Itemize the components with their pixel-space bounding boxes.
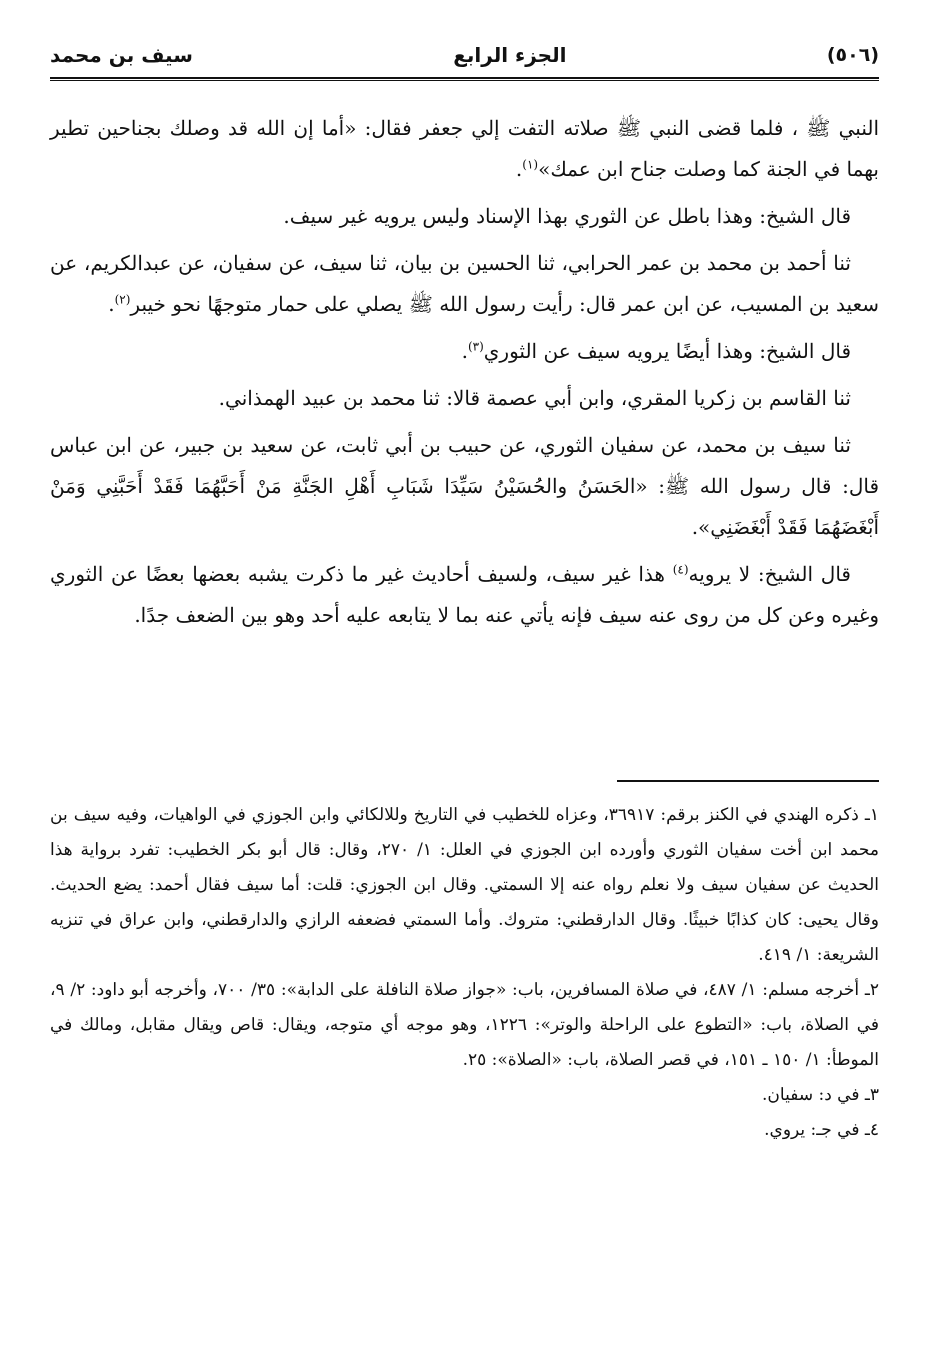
paragraph-text: قال الشيخ: وهذا باطل عن الثوري بهذا الإسناد وليس يرويه غير سيف. (283, 204, 851, 228)
footnote-separator (617, 780, 879, 782)
paragraph-end: . (515, 157, 523, 181)
paragraph-text: قال الشيخ: لا يرويه (688, 562, 851, 586)
paragraph-end: . (461, 339, 468, 363)
footnote-text: أخرجه مسلم: ١/ ٤٨٧، في صلاة المسافرين، باب: «جواز صلاة النافلة على الدابة»: ٣٥/ ٧٠٠، وأخرجه أبو داود: ٢/ ٩، في الصلاة، باب: «التطوع على الراحلة والوتر»: ١٢٢٦، وهو موجه أي متوجه، ويقال: قاص ويقال مقابل، ومالك في الموطأ: ١/ ١٥٠ ـ ١٥١، في قصر الصلاة، باب: «الصلاة»: ٢٥. (50, 980, 880, 1070)
paragraph (50, 196, 879, 237)
footnote-ref: (١) (522, 157, 539, 172)
paragraph-text: ثنا أحمد بن محمد بن عمر الحرابي، ثنا الحسين بن بيان، ثنا سيف، عن سفيان، عن عبدالكريم، عن سعيد بن المسيب، عن ابن عمر قال: رأيت رسول الله ﷺ يصلي على حمار متوجهًا نحو خيبر (50, 251, 879, 316)
paragraph (50, 554, 879, 636)
footnote-text: في جـ: يروي. (764, 1120, 860, 1140)
footnote-ref: (٤) (672, 562, 689, 577)
footnote (50, 1078, 879, 1113)
paragraph-text: قال الشيخ: وهذا أيضًا يرويه سيف عن الثوري (483, 339, 851, 363)
paragraph (50, 108, 879, 190)
running-title: سيف بن محمد (50, 43, 193, 67)
page-header (50, 38, 879, 72)
paragraph-text: ثنا سيف بن محمد، عن سفيان الثوري، عن حبيب بن أبي ثابت، عن سعيد بن جبير، عن ابن عباس قال: قال رسول الله ﷺ: «الحَسَنُ والحُسَيْنُ سَيِّدَا شَبَابِ أَهْلِ الجَنَّةِ مَنْ أَحَبَّهُمَا فَقَدْ أَحَبَّنِي وَمَنْ أَبْغَضَهُمَا فَقَدْ أَبْغَضَنِي». (50, 433, 879, 539)
paragraph (50, 425, 879, 548)
page-number: (٥٠٦) (826, 44, 879, 66)
paragraph-text: النبي ﷺ ، فلما قضى النبي ﷺ صلاته التفت إلي جعفر فقال: «أما إن الله قد وصلك بجناحين تطير بهما في الجنة كما وصلت جناح ابن عمك» (50, 116, 879, 181)
footnote-marker: ٣ـ (864, 1085, 879, 1105)
chapter-title: الجزء الرابع (453, 43, 567, 67)
footnote-marker: ١ـ (864, 805, 880, 825)
header-rule (50, 77, 879, 81)
footnote-text: ذكره الهندي في الكنز برقم: ٣٦٩١٧، وعزاه للخطيب في التاريخ وللالكائي وابن الجوزي في الواهيات، وفيه سيف بن محمد ابن أخت سفيان الثوري وأورده ابن الجوزي في العلل: ١/ ٢٧٠، وقال: قال أبو بكر الخطيب: تفرد برواية هذا الحديث عن سفيان سيف ولا نعلم رواه عنه إلا السمتي. وقال ابن الجوزي: قلت: أما سيف فقال أحمد: يضع الحديث. وقال يحيى: كان كذابًا خبيثًا. وقال الدارقطني: متروك. وأما السمتي فضعفه الرازي والدارقطني، وابن عراق في تنزيه الشريعة: ١/ ٤١٩. (50, 805, 879, 965)
footnote-ref: (٣) (467, 339, 484, 354)
footnote (50, 1113, 879, 1148)
paragraph (50, 243, 879, 325)
footnote (50, 973, 879, 1078)
paragraph-text: هذا غير سيف، ولسيف أحاديث غير ما ذكرت يشبه بعضها بعضًا عن الثوري وغيره وعن كل من روى عنه سيف فإنه يأتي عنه بما لا يتابعه عليه أحد وهو بين الضعف جدًا. (50, 562, 879, 627)
footnotes (50, 798, 879, 1148)
paragraph (50, 378, 879, 419)
paragraph-text: ثنا القاسم بن زكريا المقري، وابن أبي عصمة قالا: ثنا محمد بن عبيد الهمذاني. (218, 386, 851, 410)
footnote-marker: ٤ـ (864, 1120, 879, 1140)
footnote-marker: ٢ـ (864, 980, 879, 1000)
paragraph-end: . (108, 292, 115, 316)
paragraph (50, 331, 879, 372)
footnote-text: في د: سفيان. (762, 1085, 860, 1105)
footnote-ref: (٢) (114, 292, 131, 307)
footnote (50, 798, 879, 973)
main-text (50, 108, 879, 642)
